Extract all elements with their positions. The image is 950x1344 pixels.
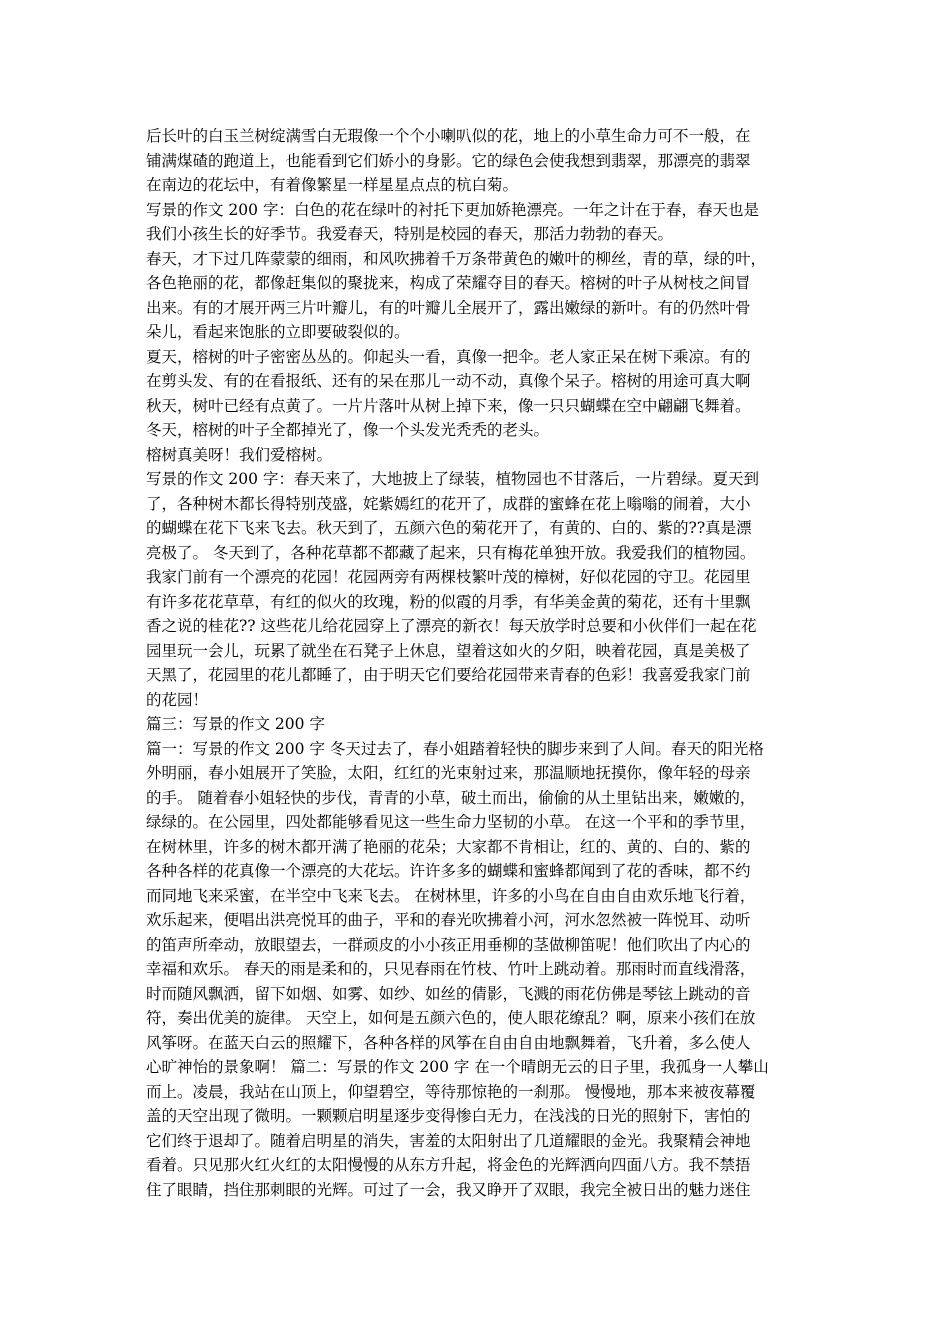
- text-line: 我们小孩生长的好季节。我爱春天，特别是校园的春天，那活力勃勃的春天。: [146, 225, 674, 243]
- text-line: 心旷神怡的景象啊！ 篇二：写景的作文 200 字 在一个晴朗无云的日子里，我孤身一人攀山: [146, 1058, 769, 1076]
- text-line: 的蝴蝶在花下飞来飞去。秋天到了，五颜六色的菊花开了，有黄的、白的、紫的??真是漂: [146, 519, 752, 537]
- text-line: 铺满煤碴的跑道上，也能看到它们娇小的身影。它的绿色会使我想到翡翠，那漂亮的翡翠: [146, 151, 751, 170]
- text-line: 幸福和欢乐。 春天的雨是柔和的，只见春雨在竹枝、竹叶上跳动着。那雨时而直线滑落，: [146, 960, 756, 978]
- text-line: 了，各种树木都长得特别茂盛，姹紫嫣红的花开了，成群的蜜蜂在花上嗡嗡的闹着，大小: [146, 494, 751, 513]
- text-line: 有许多花花草草，有红的似火的玫瑰，粉的似霞的月季，有华美金黄的菊花，还有十里飘: [146, 592, 751, 611]
- text-line: 看着。只见那火红火红的太阳慢慢的从东方升起，将金色的光辉洒向四面八方。我不禁捂: [146, 1156, 751, 1174]
- text-line: 后长叶的白玉兰树绽满雪白无瑕像一个个小喇叭似的花，地上的小草生命力可不一般，在: [146, 127, 751, 145]
- text-line: 而同地飞来采蜜，在半空中飞来飞去。 在树林里，许多的小鸟在自由自由欢乐地飞行着，: [146, 886, 756, 905]
- text-line: 它们终于退却了。随着启明星的消失，害羞的太阳射出了几道耀眼的金光。我聚精会神地: [146, 1131, 751, 1150]
- essay-text: [146, 124, 826, 1202]
- text-line: 写景的作文 200 字：白色的花在绿叶的衬托下更加娇艳漂亮。一年之计在于春，春天也是: [146, 200, 759, 219]
- text-line: 天黑了，花园里的花儿都睡了，由于明天它们要给花园带来青春的色彩！我喜爱我家门前: [146, 666, 751, 684]
- text-line: 的花园！: [146, 690, 209, 709]
- text-line: 朵儿，看起来饱胀的立即要破裂似的。: [146, 323, 410, 341]
- text-line: 榕树真美呀！我们爱榕树。: [146, 445, 333, 464]
- text-line: 绿绿的。在公园里，四处都能够看见这一些生命力坚韧的小草。 在这一个平和的季节里，: [146, 813, 756, 831]
- text-line: 的手。 随着春小姐轻快的步伐，青青的小草，破土而出，偷偷的从土里钻出来，嫩嫩的，: [146, 788, 756, 807]
- text-line: 我家门前有一个漂亮的花园！花园两旁有两棵枝繁叶茂的樟树，好似花园的守卫。花园里: [146, 568, 751, 586]
- text-line: 在剪头发、有的在看报纸、还有的呆在那儿一动不动，真像个呆子。榕树的用途可真大啊: [146, 372, 751, 390]
- text-line: 外明丽，春小姐展开了笑脸，太阳，红红的光束射过来，那温顺地抚摸你，像年轻的母亲: [146, 764, 751, 782]
- text-line: 出来。有的才展开两三片叶瓣儿，有的叶瓣儿全展开了，露出嫩绿的新叶。有的仍然叶骨: [146, 298, 751, 317]
- text-line: 在南边的花坛中，有着像繁星一样星星点点的杭白菊。: [146, 176, 519, 194]
- text-line: 春天，才下过几阵蒙蒙的细雨，和风吹拂着千万条带黄色的嫩叶的柳丝，青的草，绿的叶，: [146, 249, 767, 268]
- text-line: 住了眼睛，挡住那刺眼的光辉。可过了一会，我又睁开了双眼，我完全被日出的魅力迷住: [146, 1180, 751, 1199]
- section-heading: 篇三：写景的作文 200 字: [146, 715, 325, 733]
- text-line: 盖的天空出现了微明。一颗颗启明星逐步变得惨白无力，在浅浅的日光的照射下，害怕的: [146, 1107, 751, 1125]
- text-line: 亮极了。 冬天到了，各种花草都不都藏了起来，只有梅花单独开放。我爱我们的植物园。: [146, 543, 756, 562]
- text-line: 冬天，榕树的叶子全都掉光了，像一个头发光秃秃的老头。: [146, 421, 550, 439]
- text-line: 时而随风飘洒，留下如烟、如雾、如纱、如丝的倩影，飞溅的雨花仿佛是琴铉上跳动的音: [146, 984, 751, 1003]
- text-line: 符，奏出优美的旋律。 天空上，如何是五颜六色的，使人眼花缭乱？啊，原来小孩们在放: [146, 1009, 756, 1027]
- text-line: 香之说的桂花?? 这些花儿给花园穿上了漂亮的新衣！每天放学时总要和小伙伴们一起在花: [146, 617, 757, 635]
- text-line: 写景的作文 200 字：春天来了，大地披上了绿装，植物园也不甘落后，一片碧绿。夏天到: [146, 470, 759, 488]
- text-line: 在树林里，许多的树木都开满了艳丽的花朵；大家都不肯相让，红的、黄的、白的、紫的: [146, 837, 751, 856]
- text-line: 风筝呀。在蓝天白云的照耀下，各种各样的风筝在自由自由地飘舞着，飞升着，多么使人: [146, 1033, 751, 1052]
- text-line: 篇一：写景的作文 200 字 冬天过去了，春小姐踏着轻快的脚步来到了人间。春天的阳光格: [146, 739, 764, 758]
- text-line: 夏天，榕树的叶子密密丛丛的。仰起头一看，真像一把伞。老人家正呆在树下乘凉。有的: [146, 347, 751, 366]
- text-line: 欢乐起来，便唱出洪亮悦耳的曲子，平和的春光吹拂着小河，河水忽然被一阵悦耳、动听: [146, 911, 751, 929]
- text-line: 秋天，树叶已经有点黄了。一片片落叶从树上掉下来，像一只只蝴蝶在空中翩翩飞舞着。: [146, 396, 751, 415]
- text-line: 园里玩一会儿，玩累了就坐在石凳子上休息，望着这如火的夕阳，映着花园，真是美极了: [146, 641, 751, 660]
- text-line: 而上。凌晨，我站在山顶上，仰望碧空，等待那惊艳的一刹那。 慢慢地，那本来被夜幕覆: [146, 1082, 756, 1101]
- text-line: 各种各样的花真像一个漂亮的大花坛。许许多多的蝴蝶和蜜蜂都闻到了花的香味，都不约: [146, 862, 751, 880]
- text-line: 的笛声所牵动，放眼望去，一群顽皮的小小孩正用垂柳的茎做柳笛呢！他们吹出了内心的: [146, 935, 751, 954]
- text-line: 各色艳丽的花，都像赶集似的聚拢来，构成了荣耀夺目的春天。榕树的叶子从树枝之间冒: [146, 274, 751, 292]
